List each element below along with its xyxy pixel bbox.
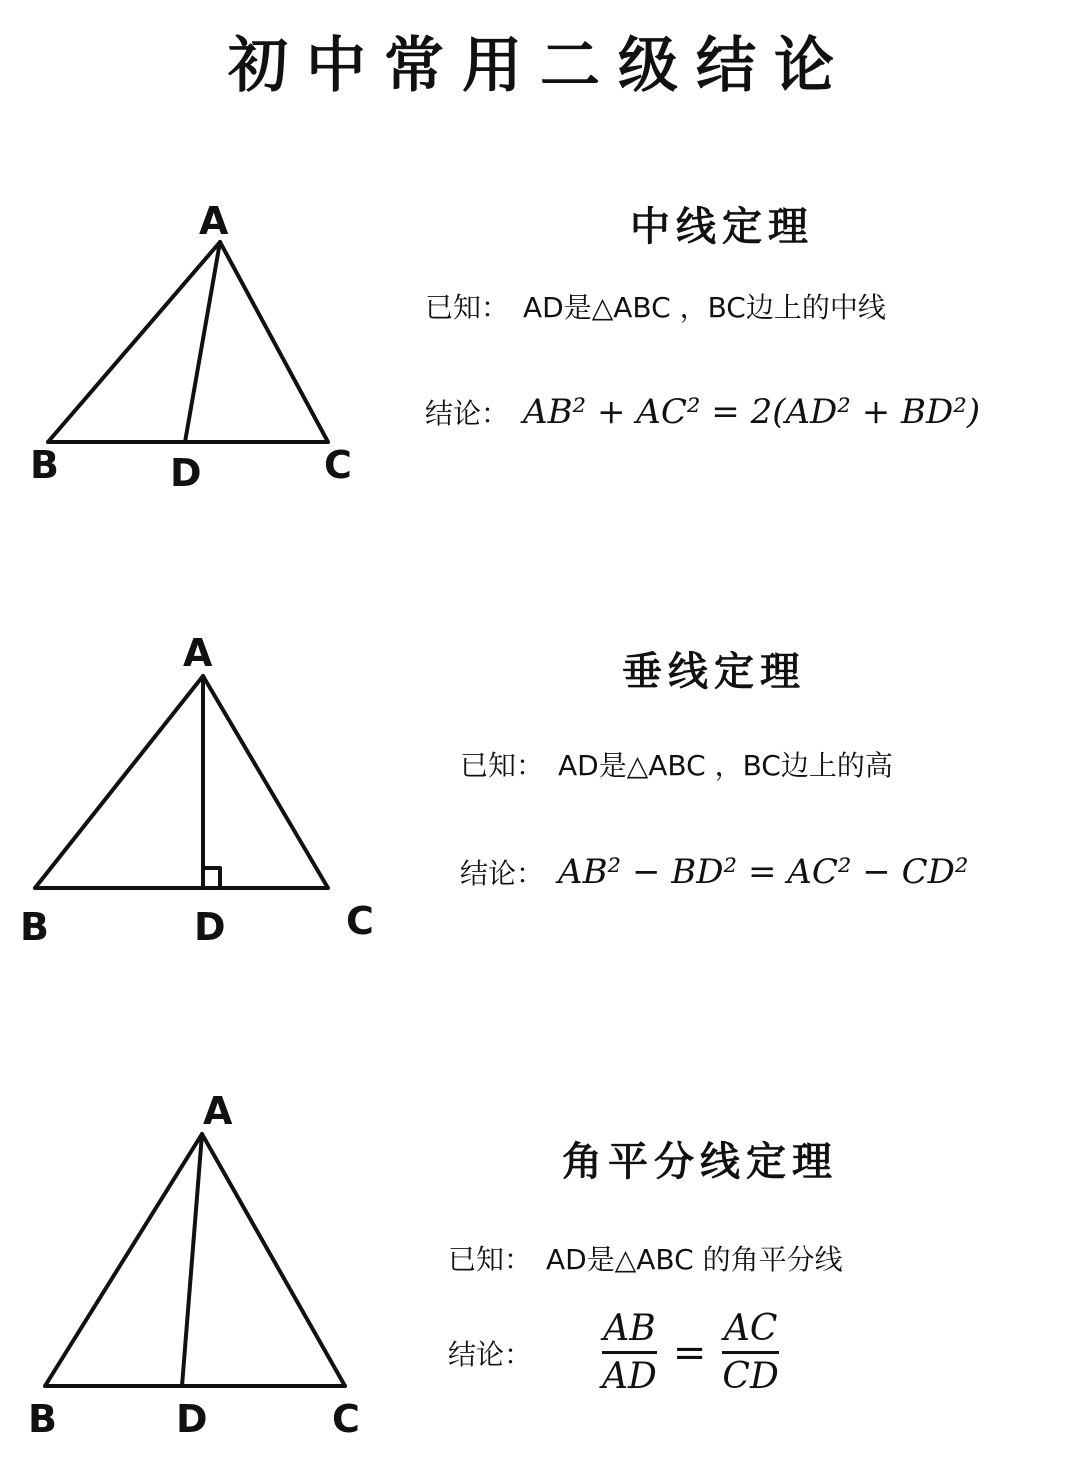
fraction-numerator: AC [723,1308,778,1349]
given-label: 已知： [448,1243,533,1276]
vertex-label-b: B [20,905,49,949]
given-text: AD是△ABC ，BC边上的高 [558,749,893,782]
fraction-denominator: CD [722,1356,779,1398]
bisector-ad [182,1134,202,1386]
vertex-label-a: A [203,1089,233,1133]
vertex-label-c: C [332,1397,360,1441]
given-median [425,286,886,326]
given-altitude [460,744,893,784]
page-title: 初中常用二级结论 [228,31,852,101]
right-angle-mark [203,868,220,888]
altitude-triangle-figure [0,630,400,950]
side-ac [202,1134,345,1386]
conclusion-bisector [448,1308,779,1398]
median-ad [185,242,220,442]
vertex-label-b: B [30,443,59,487]
conclusion-label: 结论： [448,1337,533,1371]
vertex-label-c: C [324,443,352,487]
point-label-d: D [194,905,226,949]
side-ab [45,1134,202,1386]
side-ac [203,676,328,888]
section-title-median: 中线定理 [630,203,814,250]
bisector-triangle-figure [0,1090,400,1450]
point-label-d: D [176,1397,208,1441]
vertex-label-c: C [346,899,374,943]
vertex-label-a: A [199,199,229,243]
equals-sign: = [672,1329,707,1376]
fraction-ac-over-cd [722,1308,778,1398]
section-title-altitude: 垂线定理 [622,648,806,695]
given-label: 已知： [425,291,510,324]
fraction-numerator: AB [603,1308,656,1349]
conclusion-altitude [460,852,968,892]
vertex-label-b: B [28,1397,57,1441]
median-triangle-figure [0,190,400,500]
fraction-bar [602,1351,657,1354]
conclusion-median [425,392,980,432]
given-label: 已知： [460,749,545,782]
vertex-label-a: A [183,631,213,675]
formula-median: AB² + AC² = 2(AD² + BD²) [523,392,981,432]
conclusion-label: 结论： [425,397,510,430]
side-ac [220,242,328,442]
fraction-denominator: AD [602,1356,657,1398]
given-bisector [448,1238,843,1278]
side-ab [48,242,220,442]
formula-altitude: AB² − BD² = AC² − CD² [558,852,969,892]
point-label-d: D [170,451,202,495]
given-text: AD是△ABC ，BC边上的中线 [523,291,886,324]
fraction-ab-over-ad [602,1308,657,1398]
conclusion-label: 结论： [460,857,545,890]
given-text: AD是△ABC 的角平分线 [546,1243,843,1276]
fraction-bar [722,1351,778,1354]
side-ab [35,676,203,888]
section-title-bisector: 角平分线定理 [562,1138,838,1185]
